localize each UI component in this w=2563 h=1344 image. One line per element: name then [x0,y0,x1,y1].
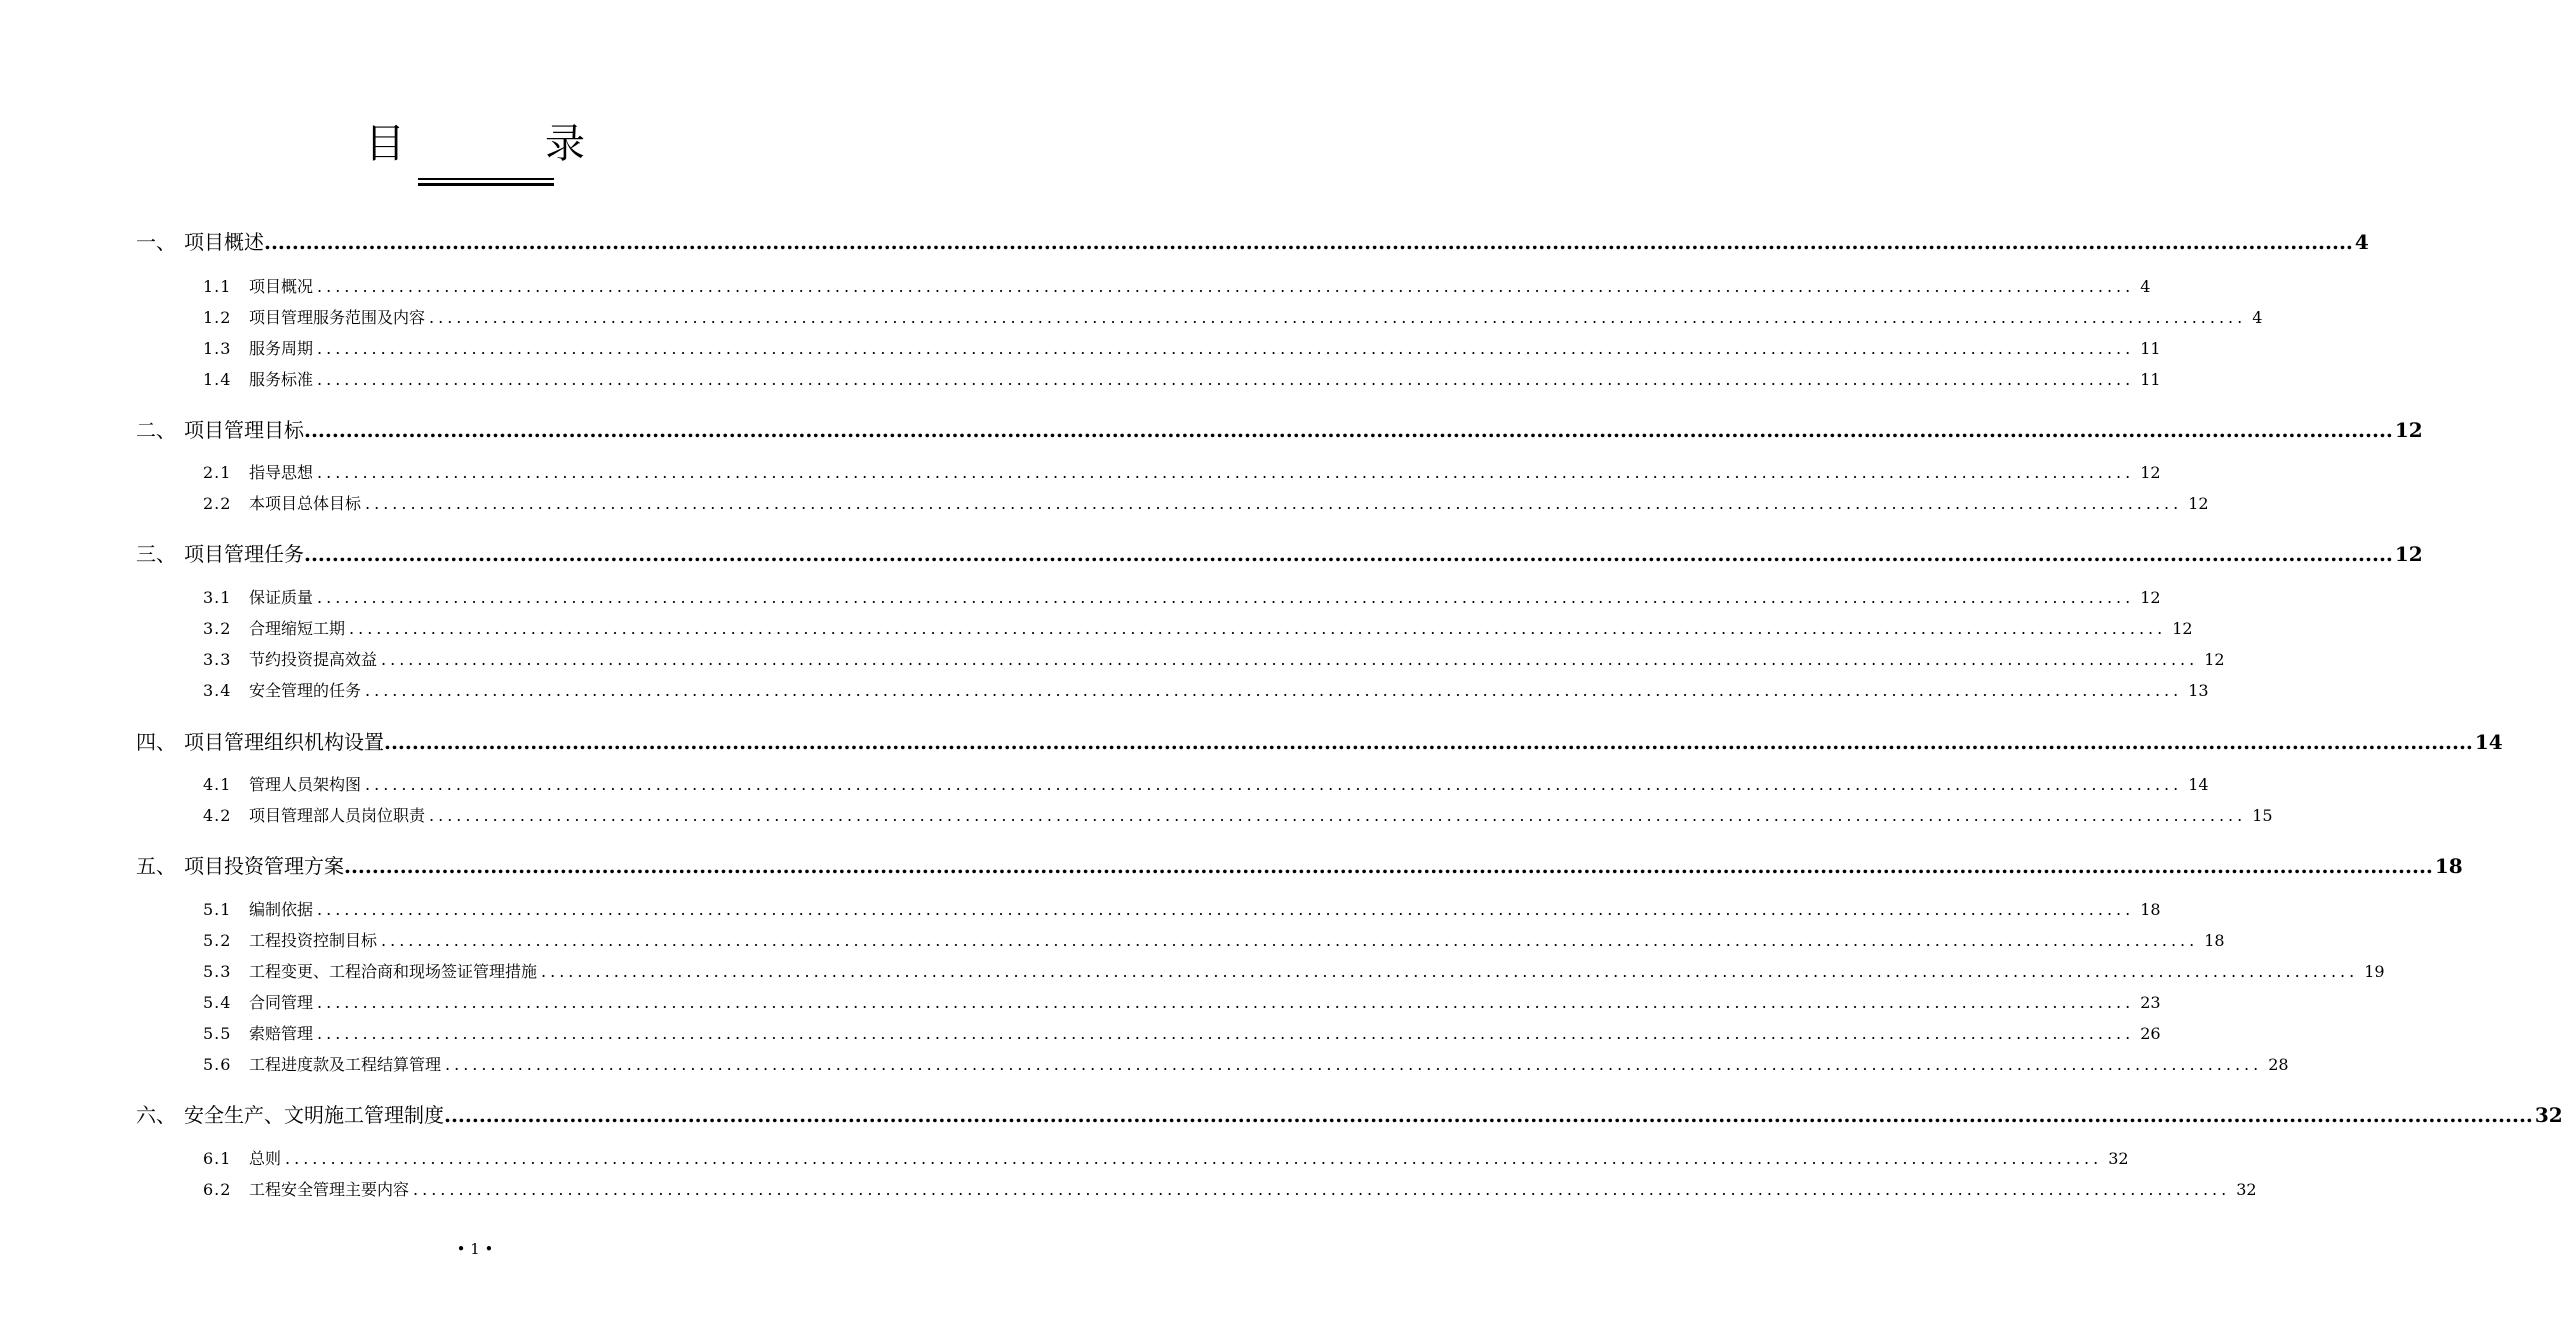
toc-entry-title: 项目管理组织机构设置 [184,730,384,754]
toc-entry-title: 项目管理部人员岗位职责 [249,806,426,825]
title-double-rule [418,178,554,186]
toc-entry-page-number: 23 [2140,993,2161,1012]
toc-entry-number: 1.2 [203,308,232,327]
toc-entry-number: 1.3 [203,339,232,358]
toc-section-entry[interactable] [203,678,2209,700]
toc-entry-title: 项目概况 [249,277,314,296]
toc-entry-title: 工程安全管理主要内容 [249,1180,410,1199]
toc-entry-title: 保证质量 [249,588,314,607]
toc-entry-title: 合同管理 [249,993,314,1012]
toc-entry-number: 6.1 [203,1149,232,1168]
dot-leader: ........................................................................................................................................................................................................ [541,962,2359,981]
dot-leader: ........................................................................................................................................................................................................ [365,775,2183,794]
toc-entry-title: 总则 [249,1149,282,1168]
toc-section-entry[interactable] [203,274,2151,296]
toc-entry-number: 4.1 [203,775,232,794]
toc-entry-title: 项目管理目标 [184,418,304,442]
toc-entry-number: 一、 [136,230,176,254]
dot-leader: ........................................................................................................................................................................................................ [381,931,2199,950]
dot-leader: ........................................................................................................................................................................................................ [285,1149,2103,1168]
toc-chapter-entry[interactable] [136,1099,2563,1127]
dot-leader: ........................................................................................................................................................................................................ [317,370,2135,389]
dot-leader: ........................................................................................................................................................................................................ [429,806,2247,825]
toc-entry-page-number: 12 [2140,588,2161,607]
toc-section-entry[interactable] [203,491,2209,513]
toc-entry-number: 1.1 [203,277,232,296]
toc-entry-page-number: 4 [2354,230,2369,254]
toc-chapter-entry[interactable] [136,226,2369,254]
toc-entry-page-number: 12 [2394,542,2423,566]
dot-leader: ............................................................................................................................................................................................................................................................................................................ [304,542,2393,566]
toc-section-entry[interactable] [203,897,2161,919]
toc-entry-number: 五、 [136,854,176,878]
toc-entry-number: 2.1 [203,463,232,482]
toc-entry-page-number: 28 [2268,1055,2289,1074]
toc-entry-title: 编制依据 [249,900,314,919]
toc-entry-number: 5.3 [203,962,232,981]
dot-leader: ........................................................................................................................................................................................................ [413,1180,2231,1199]
dot-leader: ............................................................................................................................................................................................................................................................................................................ [384,730,2473,754]
toc-section-entry[interactable] [203,803,2273,825]
toc-entry-title: 工程投资控制目标 [249,931,378,950]
toc-entry-number: 5.1 [203,900,232,919]
toc-entry-page-number: 11 [2140,339,2161,358]
dot-leader: ........................................................................................................................................................................................................ [365,681,2183,700]
toc-entry-number: 1.4 [203,370,232,389]
toc-entry-number: 四、 [136,730,176,754]
dot-leader: ........................................................................................................................................................................................................ [381,650,2199,669]
toc-section-entry[interactable] [203,990,2161,1012]
toc-entry-number: 5.4 [203,993,232,1012]
toc-section-entry[interactable] [203,460,2161,482]
dot-leader: ........................................................................................................................................................................................................ [317,900,2135,919]
toc-entry-page-number: 13 [2188,681,2209,700]
dot-leader: ............................................................................................................................................................................................................................................................................................................ [304,418,2393,442]
toc-entry-title: 服务标准 [249,370,314,389]
toc-entry-page-number: 15 [2252,806,2273,825]
toc-entry-title: 安全生产、文明施工管理制度 [184,1103,444,1127]
dot-leader: ........................................................................................................................................................................................................ [317,277,2135,296]
toc-section-entry[interactable] [203,585,2161,607]
toc-section-entry[interactable] [203,928,2225,950]
toc-entry-page-number: 12 [2140,463,2161,482]
toc-entry-page-number: 4 [2252,308,2263,327]
dot-leader: ............................................................................................................................................................................................................................................................................................................ [264,230,2353,254]
dot-leader: ........................................................................................................................................................................................................ [365,494,2183,513]
toc-chapter-entry[interactable] [136,414,2423,442]
toc-entry-number: 5.5 [203,1024,232,1043]
toc-section-entry[interactable] [203,772,2209,794]
toc-entry-page-number: 12 [2394,418,2423,442]
toc-entry-number: 3.2 [203,619,232,638]
toc-entry-title: 项目管理任务 [184,542,304,566]
toc-entry-number: 4.2 [203,806,232,825]
toc-entry-page-number: 18 [2204,931,2225,950]
toc-entry-number: 5.2 [203,931,232,950]
toc-entry-page-number: 32 [2108,1149,2129,1168]
toc-section-entry[interactable] [203,1146,2129,1168]
toc-section-entry[interactable] [203,1052,2289,1074]
toc-entry-page-number: 32 [2534,1103,2563,1127]
toc-entry-title: 服务周期 [249,339,314,358]
toc-entry-number: 3.1 [203,588,232,607]
dot-leader: ........................................................................................................................................................................................................ [445,1055,2263,1074]
toc-entry-title: 项目概述 [184,230,264,254]
toc-entry-title: 工程变更、工程洽商和现场签证管理措施 [249,962,538,981]
toc-entry-title: 工程进度款及工程结算管理 [249,1055,442,1074]
toc-entry-title: 项目管理服务范围及内容 [249,308,426,327]
toc-entry-page-number: 32 [2236,1180,2257,1199]
toc-chapter-entry[interactable] [136,850,2463,878]
toc-chapter-entry[interactable] [136,538,2423,566]
toc-entry-page-number: 18 [2434,854,2463,878]
toc-entry-title: 合理缩短工期 [249,619,346,638]
page-number-footer: • 1 • [456,1240,494,1258]
toc-entry-title: 节约投资提高效益 [249,650,378,669]
dot-leader: ............................................................................................................................................................................................................................................................................................................ [444,1103,2533,1127]
toc-section-entry[interactable] [203,647,2225,669]
toc-section-entry[interactable] [203,959,2385,981]
toc-entry-page-number: 19 [2364,962,2385,981]
toc-entry-number: 3.4 [203,681,232,700]
toc-chapter-entry[interactable] [136,726,2503,754]
toc-section-entry[interactable] [203,1177,2257,1199]
toc-entry-page-number: 4 [2140,277,2151,296]
toc-entry-number: 2.2 [203,494,232,513]
toc-section-entry[interactable] [203,1021,2161,1043]
dot-leader: ............................................................................................................................................................................................................................................................................................................ [344,854,2433,878]
page-title: 目 录 [365,121,635,167]
toc-entry-page-number: 11 [2140,370,2161,389]
toc-entry-page-number: 12 [2172,619,2193,638]
toc-entry-number: 六、 [136,1103,176,1127]
dot-leader: ........................................................................................................................................................................................................ [317,339,2135,358]
dot-leader: ........................................................................................................................................................................................................ [317,993,2135,1012]
toc-entry-number: 二、 [136,418,176,442]
toc-entry-title: 项目投资管理方案 [184,854,344,878]
toc-entry-page-number: 12 [2188,494,2209,513]
toc-entry-page-number: 14 [2474,730,2503,754]
toc-section-entry[interactable] [203,616,2193,638]
toc-section-entry[interactable] [203,336,2161,358]
toc-entry-number: 三、 [136,542,176,566]
toc-section-entry[interactable] [203,305,2263,327]
toc-entry-number: 6.2 [203,1180,232,1199]
toc-entry-title: 本项目总体目标 [249,494,362,513]
toc-entry-title: 管理人员架构图 [249,775,362,794]
toc-entry-number: 5.6 [203,1055,232,1074]
toc-section-entry[interactable] [203,367,2161,389]
toc-entry-page-number: 26 [2140,1024,2161,1043]
toc-entry-title: 安全管理的任务 [249,681,362,700]
toc-entry-page-number: 12 [2204,650,2225,669]
toc-entry-title: 索赔管理 [249,1024,314,1043]
dot-leader: ........................................................................................................................................................................................................ [349,619,2167,638]
toc-entry-page-number: 18 [2140,900,2161,919]
toc-entry-number: 3.3 [203,650,232,669]
toc-entry-title: 指导思想 [249,463,314,482]
dot-leader: ........................................................................................................................................................................................................ [429,308,2247,327]
dot-leader: ........................................................................................................................................................................................................ [317,588,2135,607]
dot-leader: ........................................................................................................................................................................................................ [317,463,2135,482]
toc-entry-page-number: 14 [2188,775,2209,794]
dot-leader: ........................................................................................................................................................................................................ [317,1024,2135,1043]
